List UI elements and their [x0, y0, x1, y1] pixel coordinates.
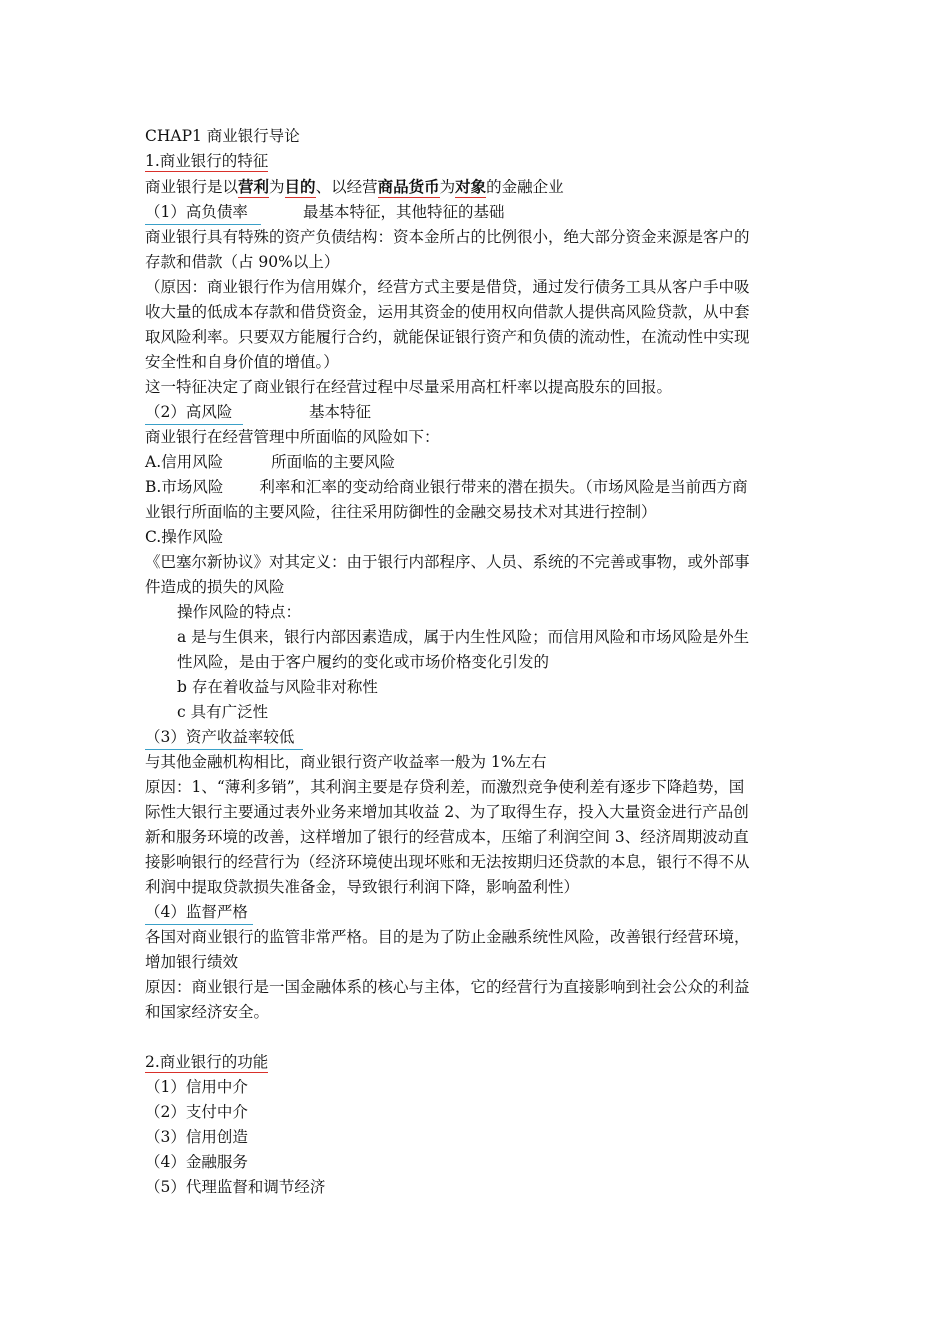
paragraph-line: 增加银行绩效 [145, 953, 239, 971]
intro-emphasis-goal: 目的 [284, 177, 316, 196]
paragraph-line: 收大量的低成本存款和借贷资金，运用其资金的使用权向借款人提供高风险贷款，从中套 [145, 303, 750, 321]
section-2-heading-text: 2.商业银行的功能 [145, 1053, 269, 1071]
intro-text: 商业银行是以 [145, 178, 239, 196]
list-item: （3）信用创造 [145, 1128, 248, 1146]
paragraph-line: 业银行所面临的主要风险，往往采用防御性的金融交易技术对其进行控制） [145, 503, 657, 521]
paragraph-line: 利润中提取贷款损失准备金，导致银行利润下降，影响盈利性） [145, 878, 580, 896]
paragraph-line: 存款和借款（占 90%以上） [145, 253, 340, 271]
paragraph-line: 和国家经济安全。 [145, 1003, 270, 1021]
subheading-high-leverage-label: （1）高负债率 [145, 201, 261, 225]
document-title: CHAP1 商业银行导论 [145, 127, 300, 145]
intro-emphasis-commodity-money: 商品货币 [377, 177, 440, 196]
risk-label: B.市场风险 [145, 478, 224, 496]
subheading-high-risk-label: （2）高风险 [145, 401, 243, 425]
risk-note: 利率和汇率的变动给商业银行带来的潜在损失。（市场风险是当前西方商 [259, 478, 748, 496]
paragraph-line: 原因：商业银行是一国金融体系的核心与主体，它的经营行为直接影响到社会公众的利益 [145, 978, 750, 996]
intro-text: 、以经营 [315, 178, 378, 196]
indented-line: b 存在着收益与风险非对称性 [177, 678, 378, 696]
paragraph-line: 《巴塞尔新协议》对其定义：由于银行内部程序、人员、系统的不完善或事物，或外部事 [145, 553, 750, 571]
list-item: （4）金融服务 [145, 1153, 248, 1171]
risk-note: 所面临的主要风险 [271, 453, 396, 471]
paragraph-line: 接影响银行的经营行为（经济环境使出现坏账和无法按期归还贷款的本息，银行不得不从 [145, 853, 750, 871]
list-item: （5）代理监督和调节经济 [145, 1178, 326, 1196]
risk-label: A.信用风险 [145, 453, 224, 471]
indented-line: 性风险，是由于客户履约的变化或市场价格变化引发的 [177, 653, 550, 671]
section-2-heading [145, 1050, 809, 1075]
paragraph-line: 这一特征决定了商业银行在经营过程中尽量采用高杠杆率以提高股东的回报。 [145, 378, 673, 396]
subheading-low-return [145, 725, 809, 750]
intro-text: 为 [269, 178, 285, 196]
intro-text: 的金融企业 [486, 178, 564, 196]
spacer [145, 1025, 809, 1050]
subheading-note: 基本特征 [309, 403, 372, 421]
paragraph-line: 安全性和自身价值的增值。） [145, 353, 339, 371]
section-1-heading [145, 149, 809, 174]
paragraph-line: 际性大银行主要通过表外业务来增加其收益 2、为了取得生存，投入大量资金进行产品创 [145, 803, 749, 821]
indented-line: 操作风险的特点： [177, 603, 302, 621]
list-item: （1）信用中介 [145, 1078, 248, 1096]
section-1-intro [145, 174, 809, 200]
paragraph-line: 新和服务环境的改善，这样增加了银行的经营成本，压缩了利润空间 3、经济周期波动直 [145, 828, 749, 846]
subheading-high-leverage [145, 200, 809, 225]
subheading-strict-supervision [145, 900, 809, 925]
paragraph-line: 原因：1、“薄利多销”，其利润主要是存贷利差，而激烈竞争使利差有逐步下降趋势，国 [145, 778, 745, 796]
intro-emphasis-profit: 营利 [238, 177, 270, 196]
paragraph-line: 商业银行具有特殊的资产负债结构：资本金所占的比例很小，绝大部分资金来源是客户的 [145, 228, 750, 246]
paragraph-line: 取风险利率。只要双方能履行合约，就能保证银行资产和负债的流动性，在流动性中实现 [145, 328, 750, 346]
paragraph-line: （原因：商业银行作为信用媒介，经营方式主要是借贷，通过发行债务工具从客户手中吸 [145, 278, 750, 296]
subheading-high-risk [145, 400, 809, 425]
paragraph-line: 各国对商业银行的监管非常严格。目的是为了防止金融系统性风险，改善银行经营环境， [145, 928, 750, 946]
paragraph-line: 与其他金融机构相比，商业银行资产收益率一般为 1%左右 [145, 753, 547, 771]
subheading-low-return-label: （3）资产收益率较低 [145, 726, 303, 750]
paragraph-line: 件造成的损失的风险 [145, 578, 285, 596]
risk-operational: C.操作风险 [145, 528, 224, 546]
document-body [145, 124, 809, 1200]
subheading-note: 最基本特征，其他特征的基础 [303, 203, 505, 221]
intro-text: 为 [439, 178, 456, 196]
intro-emphasis-object: 对象 [455, 177, 487, 196]
risk-market [145, 475, 809, 500]
paragraph-line: 商业银行在经营管理中所面临的风险如下： [145, 428, 440, 446]
subheading-strict-supervision-label: （4）监督严格 [145, 901, 253, 925]
section-1-heading-text: 1.商业银行的特征 [145, 152, 269, 170]
indented-line: c 具有广泛性 [177, 703, 269, 721]
indented-line: a 是与生俱来，银行内部因素造成，属于内生性风险；而信用风险和市场风险是外生 [177, 628, 750, 646]
list-item: （2）支付中介 [145, 1103, 248, 1121]
risk-credit [145, 450, 809, 475]
